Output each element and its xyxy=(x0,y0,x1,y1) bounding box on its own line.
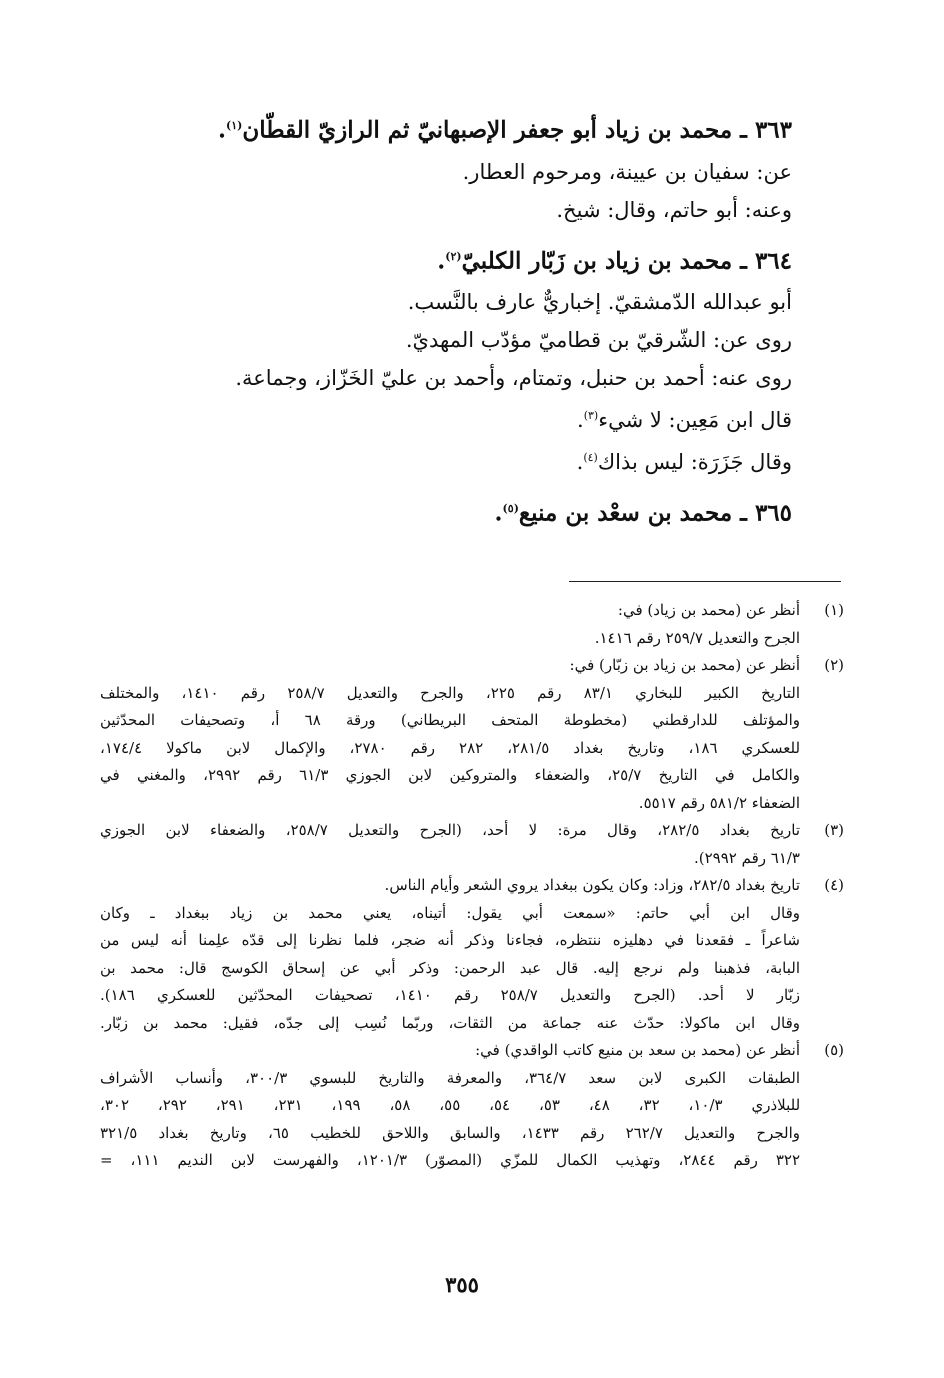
footnote-number: (٥) xyxy=(824,1041,844,1059)
footnote-ref[interactable]: (١) xyxy=(225,119,243,132)
footnote-2 xyxy=(100,652,844,817)
biography-entries xyxy=(132,108,792,532)
footnote-number: (٣) xyxy=(824,821,844,839)
footnote-line: ٦١/٣ رقم ٢٩٩٢). xyxy=(693,848,800,867)
entry-line xyxy=(132,401,792,435)
heading-end: . xyxy=(437,247,446,275)
footnote-line: الضعفاء ٥٨١/٢ رقم ٥٥١٧. xyxy=(638,793,800,812)
footnote-body xyxy=(100,652,800,817)
footnote-line: وقال ابن أبي حاتم: «سمعت أبي يقول: أتيناه، يعني محمد بن زياد ببغداد ـ وكان xyxy=(100,903,800,922)
footnotes xyxy=(100,597,844,1175)
line-text: قال ابن مَعِين: لا شيء xyxy=(598,408,792,433)
footnote-body xyxy=(100,597,800,652)
footnote-5 xyxy=(100,1037,844,1175)
entry-365 xyxy=(132,491,792,532)
entry-line xyxy=(132,443,792,477)
footnote-ref[interactable]: (٢) xyxy=(445,249,462,263)
footnote-line: ٣٢٢ رقم ٢٨٤٤، وتهذيب الكمال للمزّي (المصوّر) ١٢٠١/٣، والفهرست لابن النديم ١١١، = xyxy=(100,1151,800,1169)
footnote-divider xyxy=(569,581,841,582)
entry-line: روى عن: الشّرقيّ بن قطاميّ مؤدّب المهديّ. xyxy=(405,328,792,353)
footnote-line: والكامل في التاريخ ٢٥/٧، والضعفاء والمتروكين لابن الجوزي ٦١/٣ رقم ٢٩٩٢، والمغني في xyxy=(100,766,800,784)
footnote-line: للعسكري ١٨٦، وتاريخ بغداد ٢٨١/٥، ٢٨٢ رقم ٢٧٨٠، والإكمال لابن ماكولا ١٧٤/٤، xyxy=(100,738,800,757)
entry-363 xyxy=(132,108,792,225)
entry-heading xyxy=(132,491,792,532)
footnote-line: أنظر عن (محمد بن زياد بن زبّار) في: xyxy=(569,656,800,674)
footnote-line: وقال ابن ماكولا: حدّث عنه جماعة من الثقات، وربّما نُسِب إلى جدّه، فقيل: محمد بن زبّار. xyxy=(100,1013,800,1032)
heading-text: ٣٦٥ ـ محمد بن سعْد بن منيع xyxy=(518,499,792,527)
footnote-line: الجرح والتعديل ٢٥٩/٧ رقم ١٤١٦. xyxy=(594,628,800,647)
footnote-number: (٤) xyxy=(824,876,844,894)
heading-end: . xyxy=(494,499,503,527)
line-text: وقال جَزَرَة: ليس بذاك xyxy=(597,450,792,475)
footnote-ref[interactable]: (٣) xyxy=(583,409,599,423)
footnote-1 xyxy=(100,597,844,652)
footnote-line: شاعراً ـ فقعدنا في دهليزه ننتظره، فجاءنا وذكر أنه ضجر، فلما نظرنا إلى قدّه علِمنا أنه ليس من xyxy=(100,931,800,949)
entry-heading xyxy=(132,239,792,280)
footnote-line: للبلاذري ١٠/٣، ٣٢، ٤٨، ٥٣، ٥٤، ٥٥، ٥٨، ١٩٩، ٢٣١، ٢٩١، ٢٩٢، ٣٠٢، xyxy=(100,1096,800,1114)
footnote-body xyxy=(100,817,800,872)
entry-line: روى عنه: أحمد بن حنبل، وتمتام، وأحمد بن عليّ الخَزّاز، وجماعة. xyxy=(235,366,792,391)
heading-text: ٣٦٣ ـ محمد بن زياد أبو جعفر الإصبهانيّ ثم الرازيّ القطّان xyxy=(242,116,792,144)
footnote-line: زبّار لا أحد. (الجرح والتعديل ٢٥٨/٧ رقم ١٤١٠، تصحيفات المحدّثين للعسكري ١٨٦). xyxy=(100,986,800,1004)
footnote-line: والجرح والتعديل ٢٦٢/٧ رقم ١٤٣٣، والسابق واللاحق للخطيب ٦٥، وتاريخ بغداد ٣٢١/٥ xyxy=(100,1123,800,1142)
entry-line: وعنه: أبو حاتم، وقال: شيخ. xyxy=(556,197,792,222)
entry-line: أبو عبدالله الدّمشقيّ. إخباريٌّ عارف بالنَّسب. xyxy=(407,290,792,315)
footnote-number: (١) xyxy=(824,601,844,619)
entry-heading xyxy=(132,108,792,149)
line-end: . xyxy=(576,450,584,475)
footnote-body xyxy=(100,1037,800,1175)
page-number: ٣٥٥ xyxy=(445,1272,479,1297)
footnote-line: البابة، فذهبنا ولم نرجع إليه. قال عبد الرحمن: وذكر أبي عن إسحاق الكوسج قال: محمد بن xyxy=(100,958,800,977)
footnote-line: تاريخ بغداد ٢٨٢/٥، وزاد: وكان يكون ببغداد يروي الشعر وأيام الناس. xyxy=(384,876,800,894)
heading-text: ٣٦٤ ـ محمد بن زياد بن زَبّار الكلبيّ xyxy=(461,247,792,275)
footnote-ref[interactable]: (٤) xyxy=(583,451,598,465)
footnote-line: تاريخ بغداد ٢٨٢/٥، وقال مرة: لا أحد، (الجرح والتعديل ٢٥٨/٧، والضعفاء لابن الجوزي xyxy=(100,821,800,839)
heading-end: . xyxy=(217,116,226,144)
footnote-line: التاريخ الكبير للبخاري ٨٣/١ رقم ٢٢٥، والجرح والتعديل ٢٥٨/٧ رقم ١٤١٠، والمختلف xyxy=(100,683,800,702)
footnote-body xyxy=(100,872,800,1037)
footnote-line: والمؤتلف للدارقطني (مخطوطة المتحف البريطاني) ورقة ٦٨ أ، وتصحيفات المحدّثين xyxy=(100,711,800,729)
entry-line: عن: سفيان بن عيينة، ومرحوم العطار. xyxy=(462,159,792,184)
footnote-line: أنظر عن (محمد بن سعد بن منيع كاتب الواقدي) في: xyxy=(475,1041,800,1059)
footnote-line: أنظر عن (محمد بن زياد) في: xyxy=(617,601,800,619)
footnote-4 xyxy=(100,872,844,1037)
footnote-line: الطبقات الكبرى لابن سعد ٣٦٤/٧، والمعرفة والتاريخ للبسوي ٣٠٠/٣، وأنساب الأشراف xyxy=(100,1068,800,1087)
line-end: . xyxy=(577,408,584,433)
footnote-number: (٢) xyxy=(824,656,844,674)
footnote-3 xyxy=(100,817,844,872)
entry-364 xyxy=(132,239,792,478)
footnote-ref[interactable]: (٥) xyxy=(502,502,519,516)
